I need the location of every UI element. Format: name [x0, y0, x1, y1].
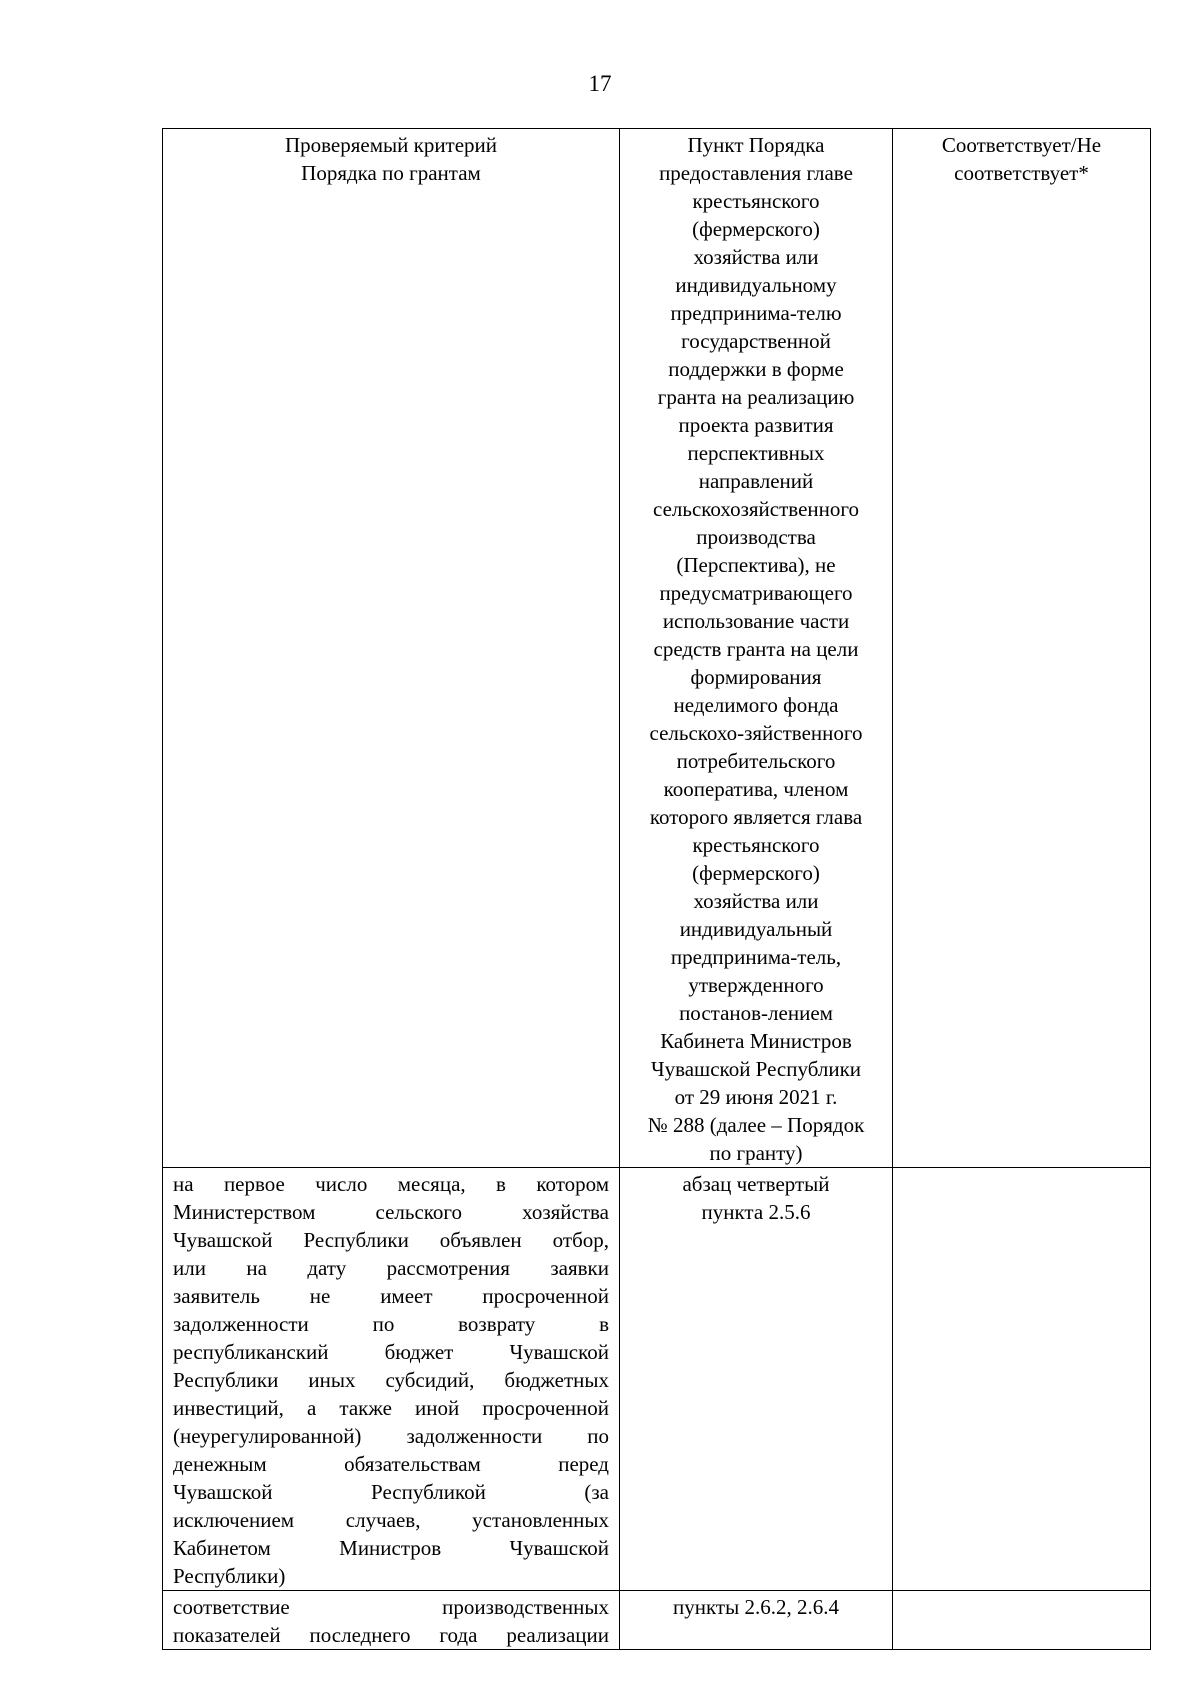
header-clause-line: сельскохозяйственного — [653, 497, 859, 521]
header-compliance-line: соответствует* — [954, 161, 1089, 185]
clause-cell — [620, 1591, 893, 1650]
compliance-cell[interactable] — [893, 1591, 1151, 1650]
header-compliance-line: Соответствует/Не — [941, 133, 1102, 157]
header-criterion-cell — [163, 129, 620, 1168]
header-criterion-line: Порядка по грантам — [301, 161, 481, 185]
header-clause-line: сельскохо-зяйственного — [649, 721, 863, 745]
header-clause-cell — [620, 129, 893, 1168]
header-clause-line: Пункт Порядка — [687, 133, 825, 157]
clause-line: абзац четвертый — [682, 1172, 830, 1196]
criterion-line: (неурегулированной) задолженности по — [173, 1424, 609, 1448]
header-clause-line: кооператива, членом — [663, 777, 849, 801]
header-clause-line: постанов-лением — [679, 1001, 833, 1025]
compliance-cell[interactable] — [893, 1168, 1151, 1591]
criterion-line: Чувашской Республикой (за — [173, 1480, 609, 1504]
criterion-line: на первое число месяца, в котором — [173, 1172, 609, 1196]
table-row — [163, 1168, 1151, 1591]
header-clause-line: потребительского — [676, 749, 836, 773]
header-clause-line: гранта на реализацию — [657, 385, 855, 409]
header-clause-line: направлений — [698, 469, 814, 493]
header-clause-line: проекта развития — [678, 413, 834, 437]
header-clause-line: производства — [696, 525, 816, 549]
header-clause-line: формирования — [690, 665, 822, 689]
header-clause-line: (фермерского) — [692, 217, 820, 241]
header-clause-line: использование части — [662, 609, 850, 633]
header-compliance-cell — [893, 129, 1151, 1168]
criterion-line: Чувашской Республики объявлен отбор, — [173, 1228, 609, 1252]
header-clause-line: индивидуальному — [675, 273, 837, 297]
criterion-line: Кабинетом Министров Чувашской — [173, 1536, 609, 1560]
header-clause-line: Кабинета Министров — [660, 1029, 852, 1053]
header-clause-line: (Перспектива), не — [676, 553, 836, 577]
clause-line: пункта 2.5.6 — [701, 1200, 811, 1224]
header-clause-line: Чувашской Республики — [650, 1057, 862, 1081]
header-clause-line: средств гранта на цели — [653, 637, 859, 661]
header-clause-line: крестьянского — [692, 833, 820, 857]
header-clause-line: № 288 (далее – Порядок — [647, 1113, 865, 1137]
header-clause-line: по гранту) — [709, 1141, 803, 1165]
header-clause-line: индивидуальный — [679, 917, 833, 941]
header-clause-line: от 29 июня 2021 г. — [674, 1085, 838, 1109]
header-criterion-line: Проверяемый критерий — [284, 133, 498, 157]
criteria-table — [162, 128, 1151, 1650]
header-clause-line: предпринима-телю — [670, 301, 842, 325]
criterion-line: Республики) — [173, 1564, 286, 1588]
page-number: 17 — [588, 71, 612, 96]
table-header-row — [163, 129, 1151, 1168]
criterion-cell — [163, 1168, 620, 1591]
criterion-line: денежным обязательствам перед — [173, 1452, 609, 1476]
header-clause-line: хозяйства или — [693, 889, 819, 913]
criterion-line: соответствие производственных — [173, 1595, 609, 1619]
header-clause-line: которого является глава — [649, 805, 863, 829]
header-clause-line: хозяйства или — [693, 245, 819, 269]
criterion-line: заявитель не имеет просроченной — [173, 1284, 609, 1308]
criterion-line: Министерством сельского хозяйства — [173, 1200, 609, 1224]
header-clause-line: перспективных — [687, 441, 825, 465]
header-clause-line: предусматривающего — [659, 581, 853, 605]
header-clause-line: крестьянского — [692, 189, 820, 213]
criterion-line: исключением случаев, установленных — [173, 1508, 609, 1532]
header-clause-line: предпринима-тель, — [670, 945, 842, 969]
clause-line: пункты 2.6.2, 2.6.4 — [673, 1595, 839, 1619]
clause-cell — [620, 1168, 893, 1591]
criterion-line: или на дату рассмотрения заявки — [173, 1256, 609, 1280]
criterion-line: Республики иных субсидий, бюджетных — [173, 1368, 609, 1392]
header-clause-line: утвержденного — [688, 973, 824, 997]
header-clause-line: неделимого фонда — [673, 693, 839, 717]
criterion-line: республиканский бюджет Чувашской — [173, 1340, 609, 1364]
header-clause-line: (фермерского) — [692, 861, 820, 885]
header-clause-line: поддержки в форме — [668, 357, 844, 381]
header-clause-line: государственной — [681, 329, 831, 353]
criterion-line: инвестиций, а также иной просроченной — [173, 1396, 609, 1420]
criterion-line: задолженности по возврату в — [173, 1312, 609, 1336]
table-row — [163, 1591, 1151, 1650]
criterion-line: показателей последнего года реализации — [173, 1623, 609, 1647]
criterion-cell — [163, 1591, 620, 1650]
header-clause-line: предоставления главе — [659, 161, 853, 185]
